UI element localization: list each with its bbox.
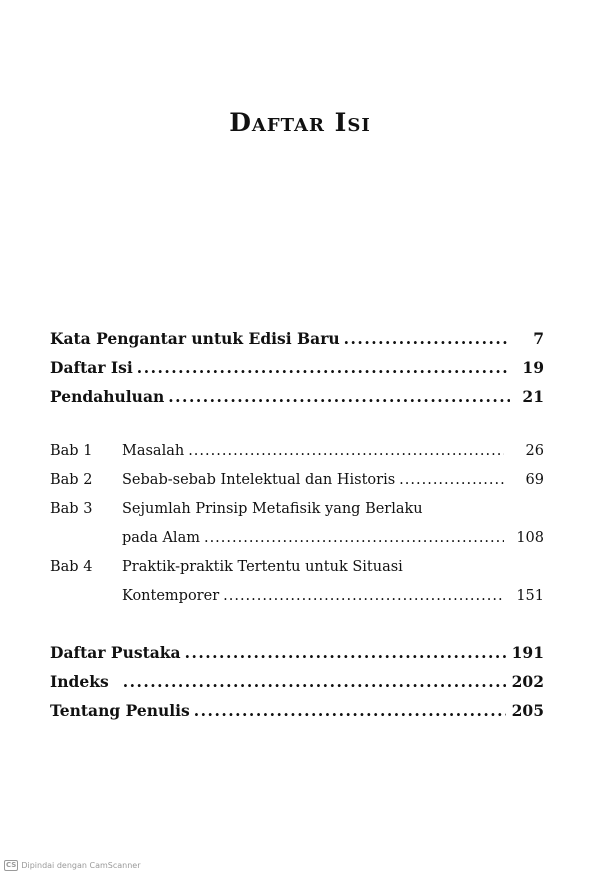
chapter-title: Praktik-praktik Tertentu untuk Situasi [122, 559, 403, 575]
chapter-title: Masalah [122, 443, 185, 459]
chapter-number: Bab 3 [50, 501, 93, 517]
dot-leader [185, 638, 506, 667]
toc-entry-bab-3[interactable] [50, 495, 544, 524]
toc-front-matter [50, 324, 544, 411]
toc-entry-kata-pengantar[interactable] [50, 324, 544, 353]
dot-leader [223, 582, 504, 611]
toc-entry-bab-3-continued[interactable] [50, 524, 544, 553]
chapter-title: Sejumlah Prinsip Metafisik yang Berlaku [122, 501, 423, 517]
toc-entry-page: 205 [511, 701, 544, 720]
chapter-number: Bab 4 [50, 559, 93, 575]
toc-entry-bab-4-continued[interactable] [50, 582, 544, 611]
toc-entry-label: Daftar Isi [50, 358, 133, 377]
toc-entry-page: 151 [516, 588, 544, 604]
dot-leader [344, 324, 510, 353]
toc-back-matter [50, 638, 544, 725]
toc-entry-page: 202 [511, 672, 544, 691]
dot-leader [123, 667, 506, 696]
toc-entry-daftar-isi[interactable] [50, 353, 544, 382]
toc-entry-indeks[interactable] [50, 667, 544, 696]
chapter-title-continued: pada Alam [122, 530, 200, 546]
watermark-text: Dipindai dengan CamScanner [21, 861, 141, 870]
toc-entry-bab-1[interactable] [50, 437, 544, 466]
toc-chapters [50, 437, 544, 611]
chapter-number: Bab 1 [50, 443, 93, 459]
toc-entry-label: Kata Pengantar untuk Edisi Baru [50, 329, 340, 348]
page-title: Daftar Isi [229, 108, 371, 137]
toc-entry-page: 191 [511, 643, 544, 662]
toc-entry-label: Daftar Pustaka [50, 643, 181, 662]
toc-entry-daftar-pustaka[interactable] [50, 638, 544, 667]
toc-entry-label: Indeks [50, 672, 109, 691]
toc-entry-page: 7 [533, 329, 544, 348]
chapter-title: Sebab-sebab Intelektual dan Historis [122, 472, 396, 488]
toc-entry-label: Tentang Penulis [50, 701, 190, 720]
toc-entry-bab-4[interactable] [50, 553, 544, 582]
camscanner-watermark [4, 860, 141, 871]
toc-entry-label: Pendahuluan [50, 387, 165, 406]
dot-leader [399, 466, 504, 495]
camscanner-logo-icon: CS [6, 861, 17, 869]
toc-entry-bab-2[interactable] [50, 466, 544, 495]
dot-leader [204, 524, 504, 553]
toc-entry-page: 19 [522, 358, 544, 377]
chapter-title-continued: Kontemporer [122, 588, 220, 604]
toc-entry-page: 21 [522, 387, 544, 406]
toc-entry-page: 69 [525, 472, 544, 488]
dot-leader [137, 353, 510, 382]
dot-leader [194, 696, 506, 725]
dot-leader [188, 437, 504, 466]
dot-leader [168, 382, 510, 411]
chapter-number: Bab 2 [50, 472, 93, 488]
toc-entry-pendahuluan[interactable] [50, 382, 544, 411]
toc-entry-page: 108 [516, 530, 544, 546]
toc-entry-page: 26 [525, 443, 544, 459]
toc-entry-tentang-penulis[interactable] [50, 696, 544, 725]
